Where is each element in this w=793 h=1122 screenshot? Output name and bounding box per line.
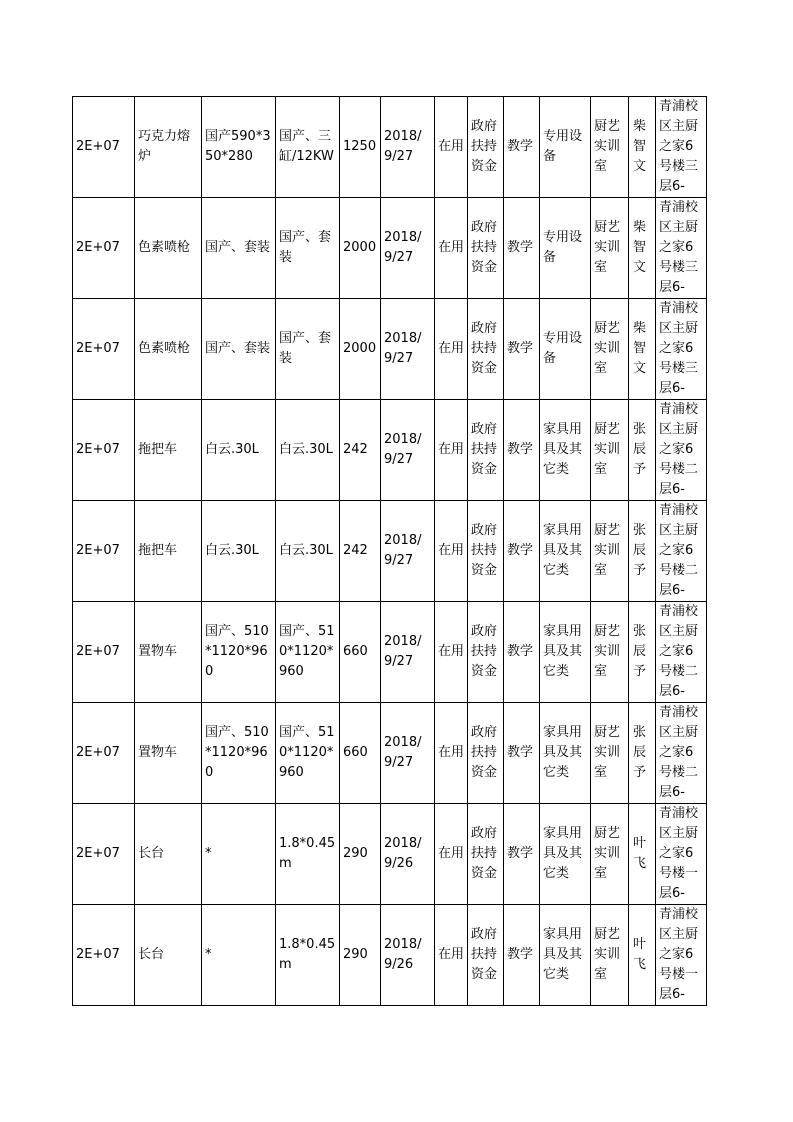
table-row [73, 198, 707, 299]
status-cell: 在用 [435, 804, 468, 905]
status-cell: 在用 [435, 198, 468, 299]
location-cell: 青浦校区主厨之家6号楼一层6- [656, 804, 707, 905]
spec-cell: * [202, 905, 276, 1006]
table-row [73, 400, 707, 501]
category-cell: 专用设备 [540, 299, 591, 400]
model-cell: 1.8*0.45m [276, 804, 340, 905]
price-cell: 1250 [340, 97, 381, 198]
status-cell: 在用 [435, 905, 468, 1006]
status-cell: 在用 [435, 602, 468, 703]
table-row [73, 97, 707, 198]
spec-cell: 白云.30L [202, 501, 276, 602]
custodian-cell: 张辰予 [629, 703, 656, 804]
price-cell: 290 [340, 804, 381, 905]
price-cell: 290 [340, 905, 381, 1006]
asset-name-cell: 巧克力熔炉 [135, 97, 202, 198]
asset-code-cell: 2E+07 [73, 400, 135, 501]
usage-cell: 教学 [504, 703, 540, 804]
location-cell: 青浦校区主厨之家6号楼三层6- [656, 97, 707, 198]
funding-cell: 政府扶持资金 [468, 299, 504, 400]
custodian-cell: 叶飞 [629, 804, 656, 905]
asset-name-cell: 拖把车 [135, 400, 202, 501]
custodian-cell: 柴智文 [629, 198, 656, 299]
custodian-cell: 张辰予 [629, 602, 656, 703]
category-cell: 专用设备 [540, 97, 591, 198]
table-row [73, 602, 707, 703]
model-cell: 白云.30L [276, 400, 340, 501]
funding-cell: 政府扶持资金 [468, 198, 504, 299]
spec-cell: 白云.30L [202, 400, 276, 501]
price-cell: 242 [340, 501, 381, 602]
custodian-cell: 张辰予 [629, 501, 656, 602]
model-cell: 国产、套装 [276, 299, 340, 400]
asset-code-cell: 2E+07 [73, 299, 135, 400]
model-cell: 国产、套装 [276, 198, 340, 299]
date-cell: 2018/9/27 [381, 501, 435, 602]
date-cell: 2018/9/27 [381, 299, 435, 400]
status-cell: 在用 [435, 97, 468, 198]
custodian-cell: 柴智文 [629, 299, 656, 400]
department-cell: 厨艺实训室 [591, 905, 629, 1006]
asset-name-cell: 长台 [135, 905, 202, 1006]
funding-cell: 政府扶持资金 [468, 400, 504, 501]
asset-table-body [73, 97, 707, 1006]
date-cell: 2018/9/26 [381, 905, 435, 1006]
usage-cell: 教学 [504, 198, 540, 299]
location-cell: 青浦校区主厨之家6号楼三层6- [656, 299, 707, 400]
model-cell: 白云.30L [276, 501, 340, 602]
funding-cell: 政府扶持资金 [468, 703, 504, 804]
department-cell: 厨艺实训室 [591, 602, 629, 703]
funding-cell: 政府扶持资金 [468, 97, 504, 198]
category-cell: 家具用具及其它类 [540, 501, 591, 602]
location-cell: 青浦校区主厨之家6号楼二层6- [656, 602, 707, 703]
asset-code-cell: 2E+07 [73, 602, 135, 703]
department-cell: 厨艺实训室 [591, 804, 629, 905]
category-cell: 家具用具及其它类 [540, 905, 591, 1006]
model-cell: 国产、三缸/12KW [276, 97, 340, 198]
asset-code-cell: 2E+07 [73, 97, 135, 198]
usage-cell: 教学 [504, 602, 540, 703]
funding-cell: 政府扶持资金 [468, 602, 504, 703]
spec-cell: * [202, 804, 276, 905]
category-cell: 家具用具及其它类 [540, 400, 591, 501]
date-cell: 2018/9/27 [381, 703, 435, 804]
department-cell: 厨艺实训室 [591, 703, 629, 804]
spec-cell: 国产、套装 [202, 198, 276, 299]
price-cell: 660 [340, 703, 381, 804]
location-cell: 青浦校区主厨之家6号楼一层6- [656, 905, 707, 1006]
price-cell: 2000 [340, 198, 381, 299]
price-cell: 242 [340, 400, 381, 501]
status-cell: 在用 [435, 400, 468, 501]
usage-cell: 教学 [504, 400, 540, 501]
location-cell: 青浦校区主厨之家6号楼三层6- [656, 198, 707, 299]
custodian-cell: 柴智文 [629, 97, 656, 198]
asset-code-cell: 2E+07 [73, 703, 135, 804]
asset-name-cell: 色素喷枪 [135, 299, 202, 400]
location-cell: 青浦校区主厨之家6号楼二层6- [656, 703, 707, 804]
category-cell: 家具用具及其它类 [540, 602, 591, 703]
funding-cell: 政府扶持资金 [468, 804, 504, 905]
spec-cell: 国产、套装 [202, 299, 276, 400]
date-cell: 2018/9/27 [381, 198, 435, 299]
model-cell: 1.8*0.45m [276, 905, 340, 1006]
status-cell: 在用 [435, 501, 468, 602]
table-row [73, 501, 707, 602]
department-cell: 厨艺实训室 [591, 501, 629, 602]
asset-name-cell: 色素喷枪 [135, 198, 202, 299]
asset-code-cell: 2E+07 [73, 198, 135, 299]
date-cell: 2018/9/26 [381, 804, 435, 905]
usage-cell: 教学 [504, 299, 540, 400]
model-cell: 国产、510*1120*960 [276, 602, 340, 703]
asset-code-cell: 2E+07 [73, 804, 135, 905]
date-cell: 2018/9/27 [381, 602, 435, 703]
spec-cell: 国产、510*1120*960 [202, 703, 276, 804]
date-cell: 2018/9/27 [381, 97, 435, 198]
usage-cell: 教学 [504, 905, 540, 1006]
status-cell: 在用 [435, 299, 468, 400]
category-cell: 专用设备 [540, 198, 591, 299]
asset-code-cell: 2E+07 [73, 905, 135, 1006]
table-row [73, 703, 707, 804]
price-cell: 2000 [340, 299, 381, 400]
asset-code-cell: 2E+07 [73, 501, 135, 602]
date-cell: 2018/9/27 [381, 400, 435, 501]
category-cell: 家具用具及其它类 [540, 804, 591, 905]
asset-name-cell: 置物车 [135, 703, 202, 804]
model-cell: 国产、510*1120*960 [276, 703, 340, 804]
asset-table [72, 96, 707, 1006]
department-cell: 厨艺实训室 [591, 400, 629, 501]
location-cell: 青浦校区主厨之家6号楼二层6- [656, 400, 707, 501]
price-cell: 660 [340, 602, 381, 703]
department-cell: 厨艺实训室 [591, 198, 629, 299]
location-cell: 青浦校区主厨之家6号楼二层6- [656, 501, 707, 602]
spec-cell: 国产、510*1120*960 [202, 602, 276, 703]
asset-name-cell: 拖把车 [135, 501, 202, 602]
department-cell: 厨艺实训室 [591, 97, 629, 198]
spec-cell: 国产590*350*280 [202, 97, 276, 198]
usage-cell: 教学 [504, 804, 540, 905]
usage-cell: 教学 [504, 97, 540, 198]
department-cell: 厨艺实训室 [591, 299, 629, 400]
table-row [73, 804, 707, 905]
asset-name-cell: 长台 [135, 804, 202, 905]
asset-name-cell: 置物车 [135, 602, 202, 703]
custodian-cell: 叶飞 [629, 905, 656, 1006]
usage-cell: 教学 [504, 501, 540, 602]
category-cell: 家具用具及其它类 [540, 703, 591, 804]
funding-cell: 政府扶持资金 [468, 905, 504, 1006]
status-cell: 在用 [435, 703, 468, 804]
table-row [73, 299, 707, 400]
custodian-cell: 张辰予 [629, 400, 656, 501]
funding-cell: 政府扶持资金 [468, 501, 504, 602]
table-row [73, 905, 707, 1006]
